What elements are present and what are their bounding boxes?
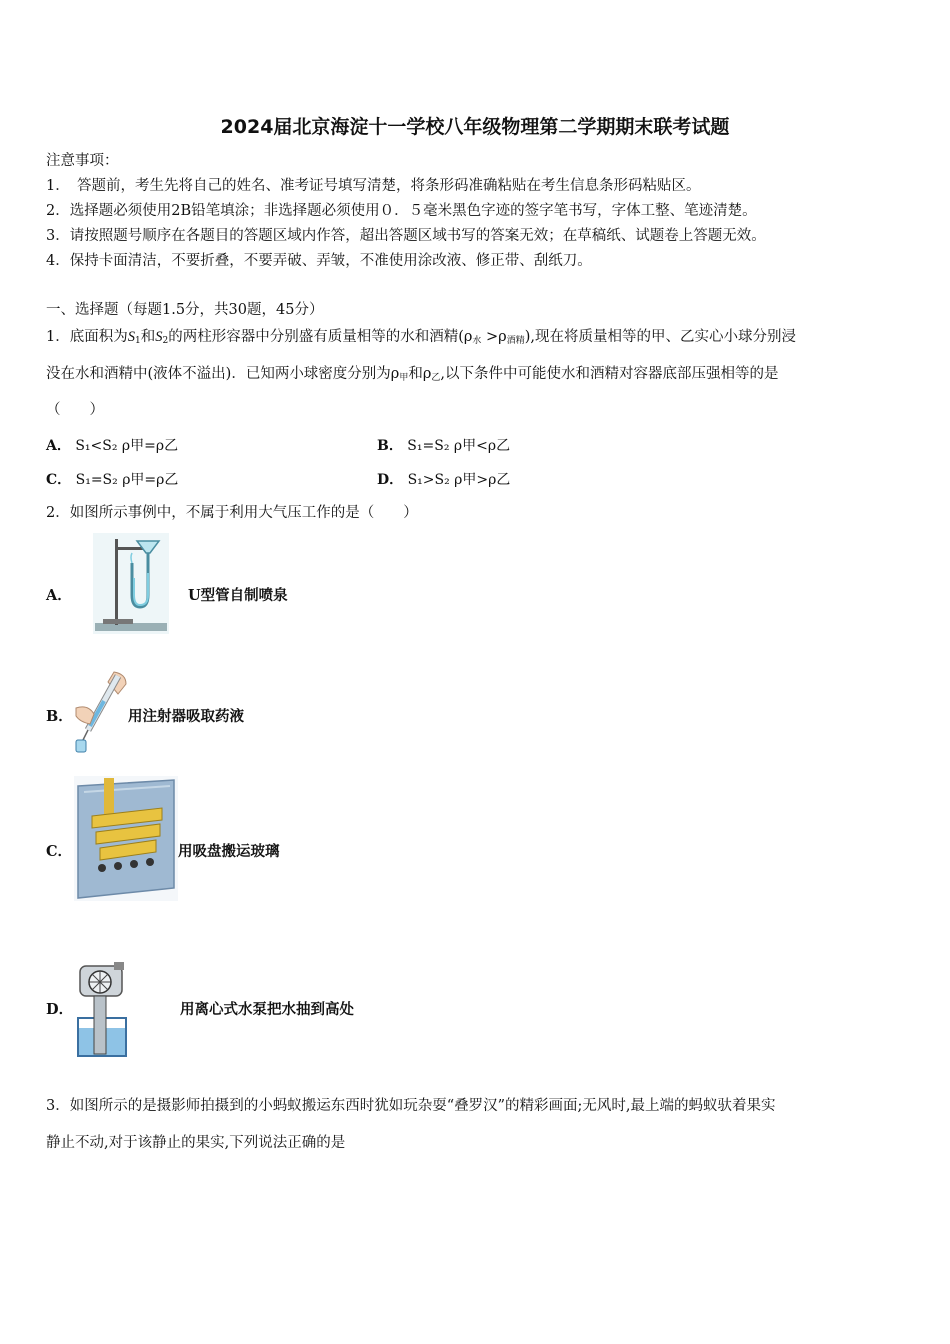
syringe-image (74, 668, 130, 754)
q1-option-d[interactable]: D． S₁>S₂ ρ甲>ρ乙 (377, 472, 511, 488)
notice-item-1: 1． 答题前，考生先将自己的姓名、准考证号填写清楚，将条形码准确粘贴在考生信息条形码粘贴区。 (46, 178, 701, 194)
notice-heading: 注意事项： (46, 153, 119, 169)
q1-stem-line2: 没在水和酒精中(液体不溢出)．已知两小球密度分别为$\rho_甲$和$\rho_乙$,以下条件中可能使水和酒精对容器底部压强相等的是 (46, 366, 779, 383)
notice-item-3: 3．请按照题号顺序在各题目的答题区域内作答，超出答题区域书写的答案无效；在草稿纸、试题卷上答题无效。 (46, 228, 766, 244)
q1-answer-paren: （ ） (46, 402, 104, 418)
q1-stem-line1: 1．底面积为$S_1$和$S_2$的两柱形容器中分别盛有质量相等的水和酒精$(\rho_水 >\rho_{酒精})$,现在将质量相等的甲、乙实心小球分别浸 (46, 329, 796, 346)
q2-option-b-label[interactable]: B． (46, 708, 73, 725)
suction-cup-glass-image (74, 776, 178, 901)
q1-option-c[interactable]: C． S₁=S₂ ρ甲=ρ乙 (46, 472, 179, 488)
q3-stem-line2: 静止不动,对于该静止的果实,下列说法正确的是 (46, 1135, 346, 1151)
q2-option-b-text: 用注射器吸取药液 (128, 708, 244, 725)
centrifugal-pump-image (74, 958, 130, 1058)
notice-item-2: 2．选择题必须使用2B铅笔填涂；非选择题必须使用０．５毫米黑色字迹的签字笔书写，字体工整、笔迹清楚。 (46, 203, 757, 219)
q3-stem-line1: 3．如图所示的是摄影师拍摄到的小蚂蚁搬运东西时犹如玩杂耍“叠罗汉”的精彩画面;无风时,最上端的蚂蚁驮着果实 (46, 1098, 776, 1114)
page-title: 2024届北京海淀十一学校八年级物理第二学期期末联考试题 (220, 116, 730, 138)
q2-option-a-label[interactable]: A． (46, 587, 72, 604)
q2-option-c-text: 用吸盘搬运玻璃 (178, 843, 280, 860)
u-tube-fountain-image (93, 533, 169, 634)
q2-option-d-label[interactable]: D． (46, 1001, 74, 1018)
q2-option-c-label[interactable]: C． (46, 843, 73, 860)
notice-item-4: 4．保持卡面清洁，不要折叠，不要弄破、弄皱，不准使用涂改液、修正带、刮纸刀。 (46, 253, 592, 269)
q2-option-d-text: 用离心式水泵把水抽到高处 (180, 1001, 354, 1018)
q2-stem: 2．如图所示事例中，不属于利用大气压工作的是（ ） (46, 505, 418, 521)
q1-option-a[interactable]: A． S₁<S₂ ρ甲=ρ乙 (46, 438, 179, 454)
section-heading: 一、选择题（每题1.5分，共30题，45分） (46, 302, 324, 318)
q1-option-b[interactable]: B． S₁=S₂ ρ甲<ρ乙 (377, 438, 511, 454)
q2-option-a-text: U型管自制喷泉 (188, 587, 288, 604)
